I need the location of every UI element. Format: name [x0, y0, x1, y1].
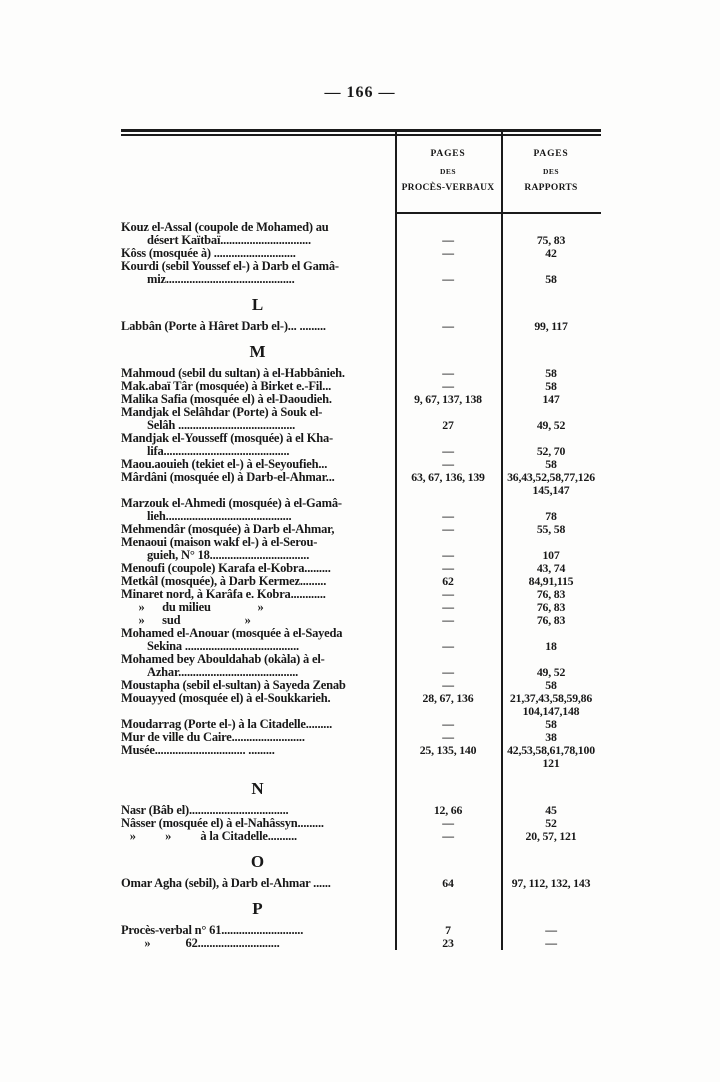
- entry-line: Menoufi (coupole) Karafa el-Kobra.........: [121, 562, 331, 575]
- rapports-cell: [501, 393, 601, 406]
- table-row: [121, 877, 601, 890]
- entry-line: Kourdi (sebil Youssef el-) à Darb el Gamâ-: [121, 260, 339, 273]
- pv-cell: [395, 937, 501, 950]
- entry-cell: [121, 260, 395, 286]
- pv-cell: [395, 692, 501, 705]
- entry-line: Mahmoud (sebil du sultan) à el-Habbânieh.: [121, 367, 345, 380]
- pv-value: —: [442, 548, 454, 562]
- rapports-value: 97, 112, 132, 143: [511, 876, 591, 890]
- entry-line: Metkâl (mosquée), à Darb Kermez.........: [121, 575, 327, 588]
- rapports-cell: [501, 877, 601, 890]
- pv-column-header: [395, 136, 501, 214]
- rapports-value: —: [545, 923, 557, 937]
- pv-value: 28, 67, 136: [422, 691, 474, 705]
- rapports-cell: [501, 653, 601, 679]
- rapports-cell: [501, 536, 601, 562]
- entry-line: Musée............................... .........: [121, 744, 275, 757]
- table-header-row: [121, 136, 601, 214]
- entry-line: désert Kaïtbaï...............................: [147, 233, 311, 247]
- pv-cell: [395, 830, 501, 843]
- rapports-value: 20, 57, 121: [525, 829, 577, 843]
- entry-cell: [121, 804, 395, 817]
- table-row: [121, 536, 601, 562]
- pv-value: —: [442, 522, 454, 536]
- entry-line: Minaret nord, à Karâfa e. Kobra............: [121, 588, 326, 601]
- pv-value: —: [442, 613, 454, 627]
- entry-cell: [121, 458, 395, 471]
- pv-value: —: [442, 444, 454, 458]
- entry-cell: [121, 497, 395, 523]
- pv-value: —: [442, 587, 454, 601]
- rapports-cell: [501, 744, 601, 770]
- rapports-value: 58: [545, 457, 557, 471]
- entry-line: Mârdâni (mosquée el) à Darb-el-Ahmar...: [121, 471, 335, 484]
- pv-value: —: [442, 366, 454, 380]
- entry-cell: [121, 679, 395, 692]
- pv-cell: [395, 406, 501, 432]
- pv-cell: [395, 614, 501, 627]
- rapports-value: 58: [545, 366, 557, 380]
- rapports-cell: [501, 614, 601, 627]
- entry-cell: [121, 247, 395, 260]
- pv-value: —: [442, 730, 454, 744]
- entry-line: Maou.aouieh (tekiet el-) à el-Seyoufieh...: [121, 458, 328, 471]
- entry-cell: [121, 731, 395, 744]
- rapports-cell: [501, 247, 601, 260]
- entry-line: Sekina .......................................: [147, 639, 299, 653]
- table-row: [121, 260, 601, 286]
- rapports-value: 45: [545, 803, 557, 817]
- table-row: [121, 247, 601, 260]
- entry-line: Labbân (Porte à Hâret Darb el-)... .........: [121, 320, 326, 333]
- rapports-value: 107: [542, 548, 560, 562]
- pv-value: —: [442, 233, 454, 247]
- rapports-value: 58: [545, 272, 557, 286]
- rapports-value: 58: [545, 717, 557, 731]
- entry-line: Malika Safia (mosquée el) à el-Daoudieh.: [121, 393, 332, 406]
- entry-line: Nasr (Bâb el)..................................: [121, 804, 289, 817]
- entry-cell: [121, 588, 395, 601]
- table-row: [121, 744, 601, 770]
- table-row: [121, 830, 601, 843]
- rapports-value: 76, 83: [536, 613, 566, 627]
- pv-value: —: [442, 639, 454, 653]
- entry-line: Marzouk el-Ahmedi (mosquée) à el-Gamâ-: [121, 497, 342, 510]
- rapports-cell: [501, 627, 601, 653]
- pv-header-line-3: PROCÈS-VERBAUX: [401, 183, 495, 193]
- rapports-value: 78: [545, 509, 557, 523]
- entry-cell: [121, 653, 395, 679]
- table-body: [121, 214, 601, 950]
- rapports-value: 52: [545, 816, 557, 830]
- entry-line: Azhar.........................................: [147, 665, 299, 679]
- table-row: [121, 804, 601, 817]
- table-row: [121, 432, 601, 458]
- pv-cell: [395, 497, 501, 523]
- rapports-value: —: [545, 936, 557, 950]
- rapports-cell: [501, 937, 601, 950]
- table-row: [121, 393, 601, 406]
- table-row: [121, 575, 601, 588]
- rapports-value: 38: [545, 730, 557, 744]
- entry-cell: [121, 432, 395, 458]
- table-row: [121, 614, 601, 627]
- entry-line: miz............................................: [147, 272, 295, 286]
- table-row: [121, 627, 601, 653]
- pv-cell: [395, 653, 501, 679]
- rapports-column-header: [501, 136, 601, 214]
- rapports-cell: [501, 432, 601, 458]
- rapports-value: 58: [545, 678, 557, 692]
- entry-line: Procès-verbal n° 61............................: [121, 924, 304, 937]
- entry-line: Mohamed bey Abouldahab (okàla) à el-: [121, 653, 325, 666]
- rapports-cell: [501, 320, 601, 333]
- table-row: [121, 588, 601, 601]
- pv-value: 23: [442, 936, 454, 950]
- entry-cell: [121, 380, 395, 393]
- table-row: [121, 692, 601, 718]
- rapports-value: 145,147: [532, 483, 570, 497]
- section-letter: P: [252, 899, 264, 918]
- rapports-cell: [501, 523, 601, 536]
- rapports-value: 147: [542, 392, 560, 406]
- table-row: [121, 406, 601, 432]
- entry-cell: [121, 601, 395, 614]
- rapports-value: 99, 117: [534, 319, 568, 333]
- entry-line: » du milieu »: [121, 601, 264, 614]
- rapports-value: 49, 52: [536, 665, 566, 679]
- rapports-value: 42: [545, 246, 557, 260]
- entry-cell: [121, 924, 395, 937]
- rapports-value: 55, 58: [536, 522, 566, 536]
- rapports-cell: [501, 471, 601, 497]
- pv-value: —: [442, 246, 454, 260]
- entry-cell: [121, 562, 395, 575]
- pv-cell: [395, 627, 501, 653]
- table-row: [121, 937, 601, 950]
- pv-value: 62: [442, 574, 454, 588]
- rapports-value: 84,91,115: [528, 574, 574, 588]
- pv-value: 9, 67, 137, 138: [414, 392, 482, 406]
- pv-cell: [395, 221, 501, 247]
- entry-line: Mouayyed (mosquée el) à el-Soukkarieh.: [121, 692, 331, 705]
- pv-header-line-2: DES: [439, 167, 457, 176]
- entry-line: Mohamed el-Anouar (mosquée à el-Sayeda: [121, 627, 343, 640]
- entry-line: lieh...........................................: [147, 509, 292, 523]
- pv-value: —: [442, 272, 454, 286]
- pv-cell: [395, 536, 501, 562]
- pv-value: 25, 135, 140: [419, 743, 477, 757]
- entry-line: lifa...........................................: [147, 444, 290, 458]
- rapports-header-line-2: DES: [542, 167, 560, 176]
- pv-cell: [395, 260, 501, 286]
- entry-cell: [121, 536, 395, 562]
- table-row: [121, 320, 601, 333]
- table-row: [121, 523, 601, 536]
- entry-cell: [121, 744, 395, 757]
- entry-line: » » à la Citadelle..........: [121, 830, 297, 843]
- pv-cell: [395, 744, 501, 757]
- entry-cell: [121, 718, 395, 731]
- rapports-header-line-1: PAGES: [533, 149, 569, 159]
- pv-value: 63, 67, 136, 139: [411, 470, 485, 484]
- rapports-cell: [501, 692, 601, 718]
- entry-cell: [121, 320, 395, 333]
- entry-cell: [121, 471, 395, 484]
- entry-line: Kouz el-Assal (coupole de Mohamed) au: [121, 221, 329, 234]
- pv-value: —: [442, 561, 454, 575]
- table-top-double-rule: [121, 129, 601, 136]
- table-row: [121, 718, 601, 731]
- table-vertical-rule-1: [395, 131, 397, 950]
- pv-value: 64: [442, 876, 454, 890]
- rapports-value: 75, 83: [536, 233, 566, 247]
- rapports-value: 42,53,58,61,78,100: [507, 743, 595, 757]
- pv-value: —: [442, 319, 454, 333]
- rapports-value: 43, 74: [536, 561, 566, 575]
- pv-cell: [395, 471, 501, 484]
- entry-line: Mur de ville du Caire.........................: [121, 731, 305, 744]
- entry-line: Mandjak el Selâhdar (Porte) à Souk el-: [121, 406, 323, 419]
- section-letter: N: [251, 779, 265, 798]
- entry-line: » sud »: [121, 614, 251, 627]
- pv-header-line-1: PAGES: [430, 149, 466, 159]
- rapports-header-line-3: RAPPORTS: [524, 183, 578, 193]
- entry-cell: [121, 877, 395, 890]
- pv-cell: [395, 523, 501, 536]
- entry-cell: [121, 406, 395, 432]
- rapports-value: 49, 52: [536, 418, 566, 432]
- entry-line: » 62............................: [121, 937, 280, 950]
- entry-cell: [121, 830, 395, 843]
- entry-line: Moustapha (sebil el-sultan) à Sayeda Zenab: [121, 679, 346, 692]
- rapports-value: 104,147,148: [522, 704, 580, 718]
- pv-cell: [395, 320, 501, 333]
- rapports-value: 52, 70: [536, 444, 566, 458]
- rapports-cell: [501, 830, 601, 843]
- entry-line: Omar Agha (sebil), à Darb el-Ahmar ......: [121, 877, 331, 890]
- entry-cell: [121, 575, 395, 588]
- pv-cell: [395, 432, 501, 458]
- pv-value: —: [442, 816, 454, 830]
- entry-cell: [121, 367, 395, 380]
- entry-line: Selâh ........................................: [147, 418, 296, 432]
- rapports-value: 21,37,43,58,59,86: [509, 691, 593, 705]
- pv-value: —: [442, 379, 454, 393]
- rapports-cell: [501, 221, 601, 247]
- rapports-cell: [501, 497, 601, 523]
- entry-cell: [121, 221, 395, 247]
- entry-line: Menaoui (maison wakf el-) à el-Serou-: [121, 536, 318, 549]
- entry-cell: [121, 393, 395, 406]
- pv-value: —: [442, 457, 454, 471]
- entry-line: Kôss (mosquée à) ............................: [121, 247, 296, 260]
- table-row: [121, 653, 601, 679]
- table-row: [121, 924, 601, 937]
- rapports-value: 76, 83: [536, 587, 566, 601]
- entry-cell: [121, 627, 395, 653]
- pv-value: —: [442, 678, 454, 692]
- entry-line: Nâsser (mosquée el) à el-Nahâssyn.........: [121, 817, 324, 830]
- pv-value: —: [442, 717, 454, 731]
- entry-cell: [121, 614, 395, 627]
- entry-cell: [121, 523, 395, 536]
- section-letter: O: [250, 852, 266, 871]
- rapports-cell: [501, 406, 601, 432]
- pv-value: 12, 66: [433, 803, 463, 817]
- pv-value: —: [442, 509, 454, 523]
- section-letter: M: [249, 342, 267, 361]
- pv-value: —: [442, 600, 454, 614]
- pv-cell: [395, 393, 501, 406]
- entry-line: Mak.abaï Târ (mosquée) à Birket e.-Fil...: [121, 380, 332, 393]
- index-table: [121, 129, 601, 950]
- entry-cell: [121, 817, 395, 830]
- pv-cell: [395, 247, 501, 260]
- entry-cell: [121, 937, 395, 950]
- table-row: [121, 601, 601, 614]
- pv-value: —: [442, 665, 454, 679]
- rapports-value: 76, 83: [536, 600, 566, 614]
- rapports-value: 121: [542, 756, 560, 770]
- entry-cell: [121, 692, 395, 705]
- page-number: — 166 —: [324, 84, 396, 101]
- entry-line: Mehmendâr (mosquée) à Darb el-Ahmar,: [121, 523, 335, 536]
- section-letter: L: [251, 295, 265, 314]
- rapports-value: 18: [545, 639, 557, 653]
- table-row: [121, 367, 601, 380]
- pv-value: 7: [445, 923, 451, 937]
- entry-column-header-spacer: [121, 136, 395, 214]
- pv-value: —: [442, 829, 454, 843]
- rapports-value: 58: [545, 379, 557, 393]
- table-row: [121, 221, 601, 247]
- table-row: [121, 471, 601, 497]
- pv-cell: [395, 877, 501, 890]
- table-row: [121, 497, 601, 523]
- entry-line: Mandjak el-Yousseff (mosquée) à el Kha-: [121, 432, 333, 445]
- pv-value: 27: [442, 418, 454, 432]
- table-row: [121, 380, 601, 393]
- table-vertical-rule-2: [501, 131, 503, 950]
- rapports-cell: [501, 260, 601, 286]
- entry-line: Moudarrag (Porte el-) à la Citadelle.........: [121, 718, 333, 731]
- entry-line: guieh, N° 18..................................: [147, 548, 310, 562]
- rapports-value: 36,43,52,58,77,126: [507, 470, 595, 484]
